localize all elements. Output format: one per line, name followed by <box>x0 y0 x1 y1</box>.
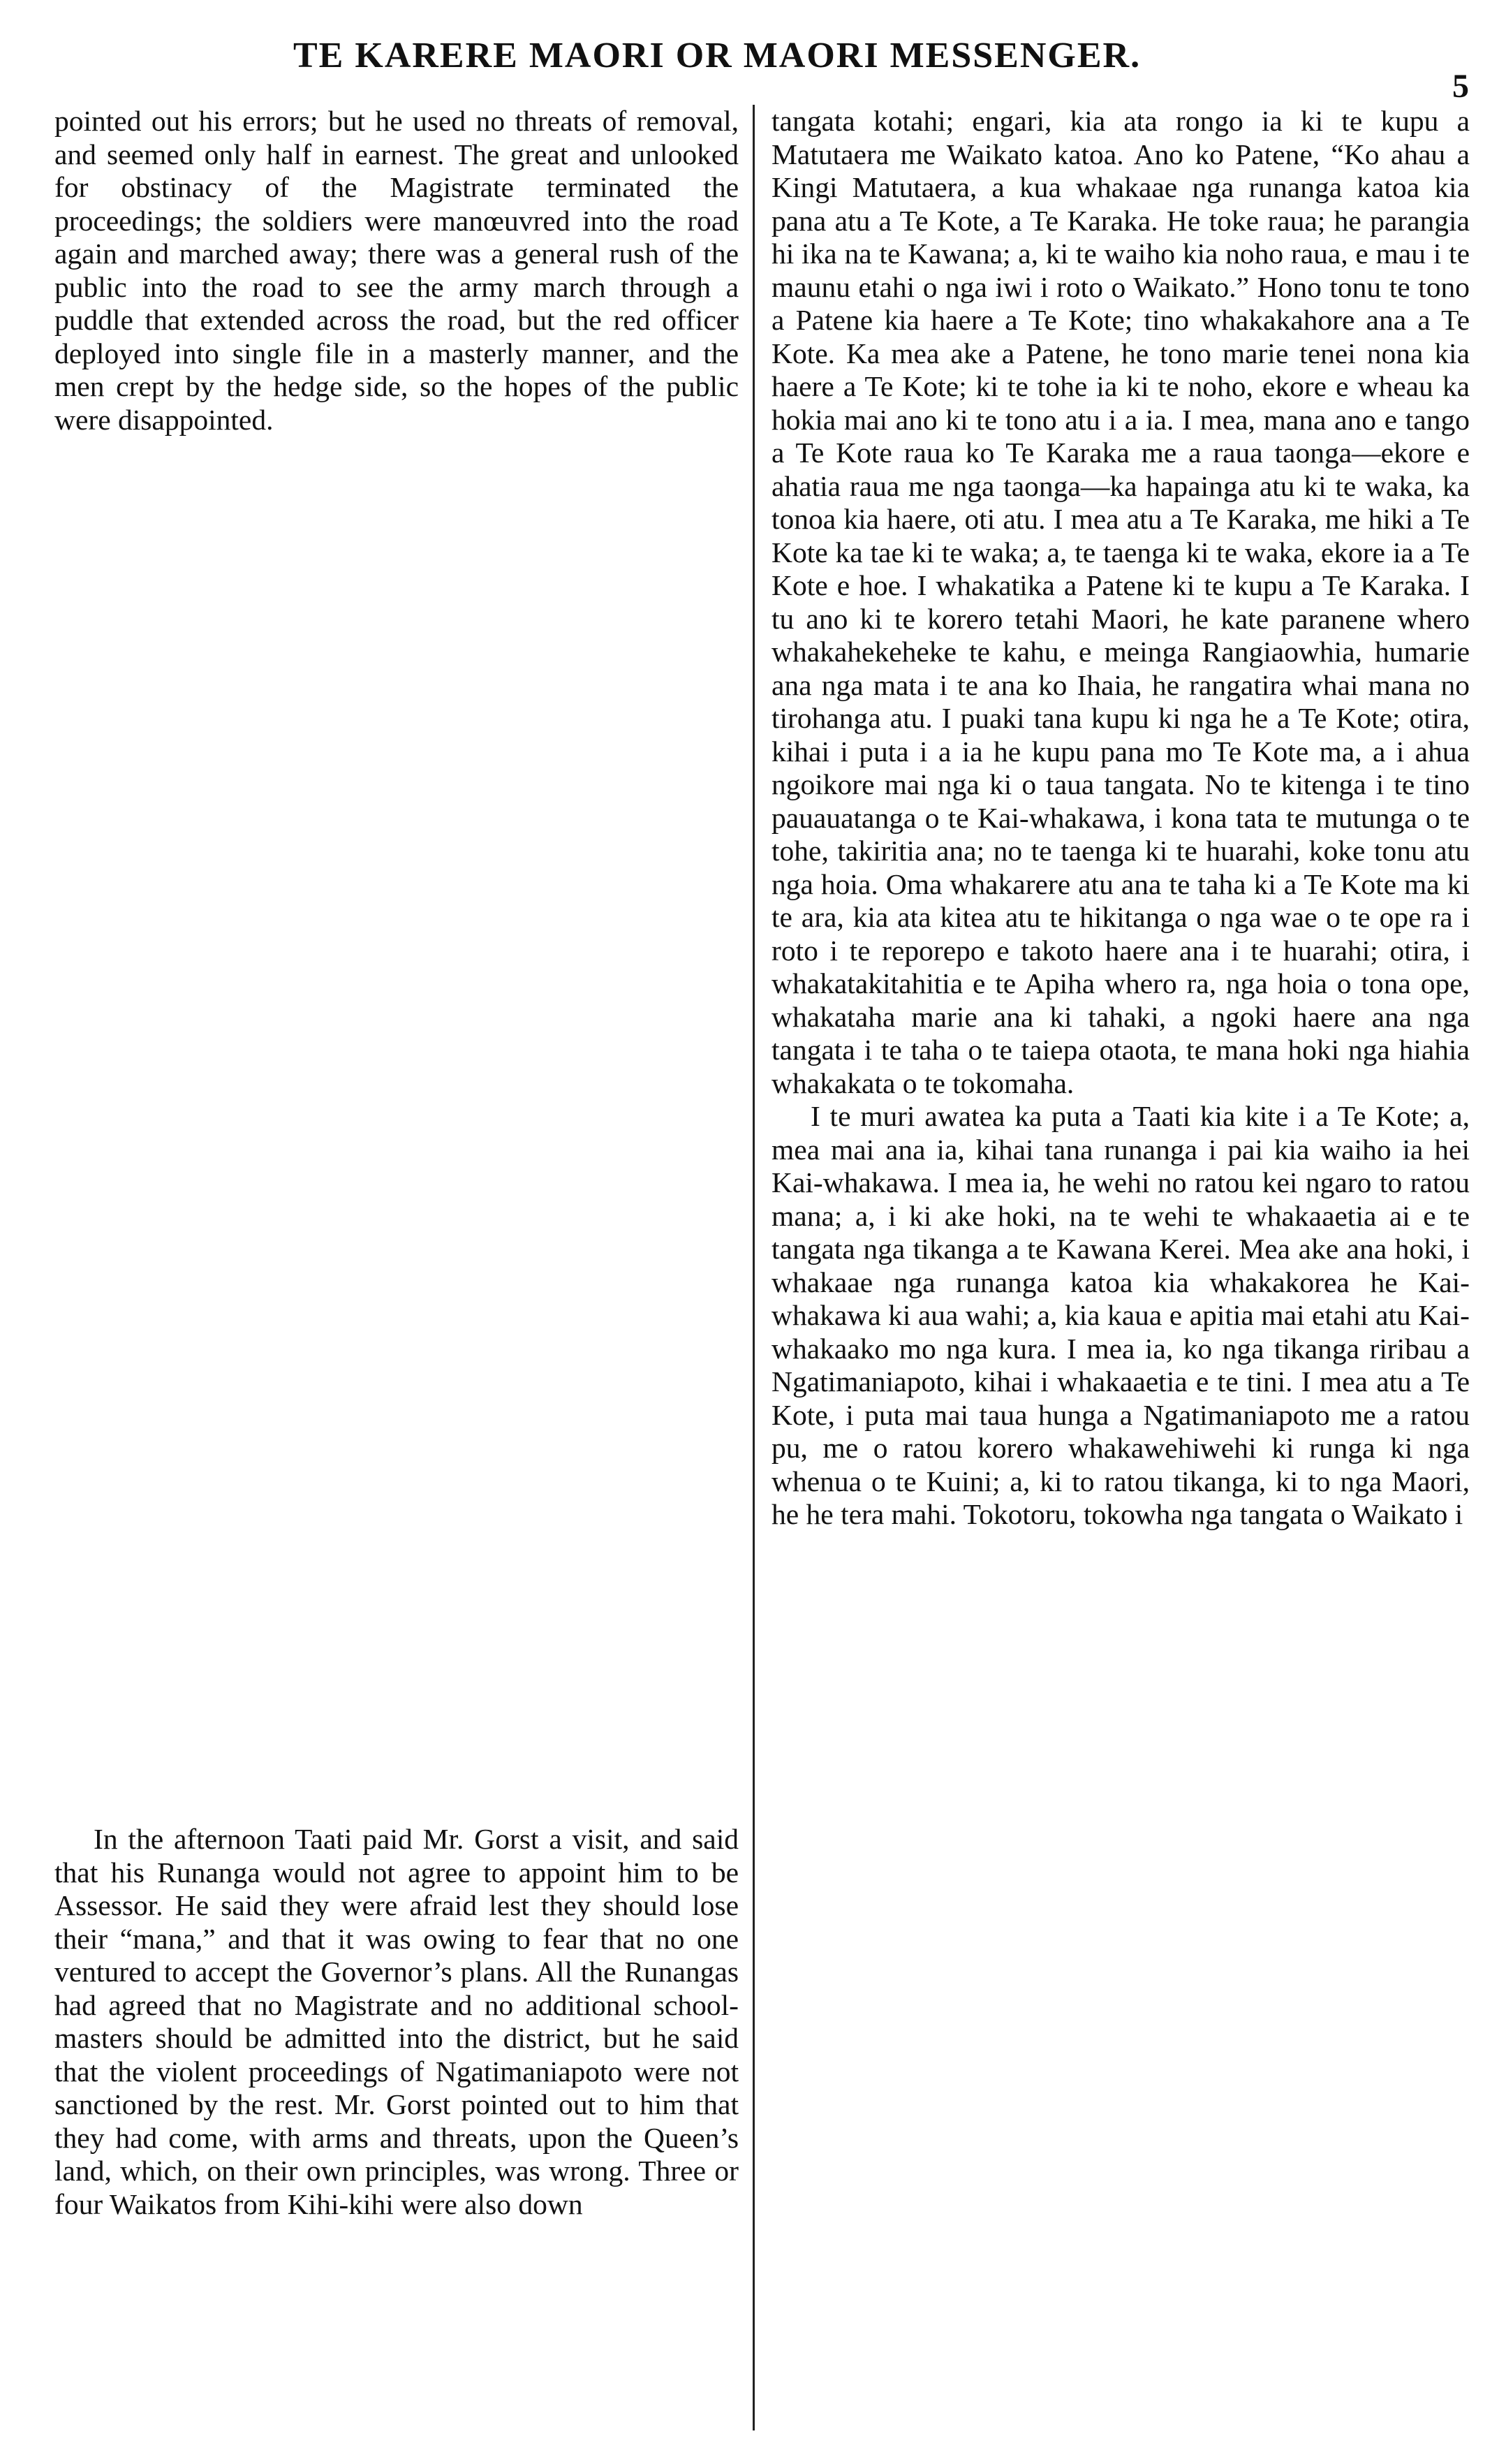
right-paragraph-2: I te muri awatea ka puta a Taati kia kite i a Te Kote; a, mea mai ana ia, kihai tana runanga i pai kia waiho ia hei Kai-whakawa. I mea ia, he wehi no ratou kei ngaro to ratou mana; a, i ki ake hoki, na te wehi te whakaaetia ai e te tangata nga tikanga a te Kawana Kerei. Mea ake ana hoki, i whakaae nga runanga katoa kia whakakorea he Kai-whakawa ki aua wahi; a, kia kaua e apitia mai etahi atu Kai-whakaako mo nga kura. I mea ia, ko nga tikanga riribau a Ngatimaniapoto, kihai i whakaaetia e te tini. I mea atu a Te Kote, i puta mai taua hunga a Ngatimaniapoto me a ratou pu, me o ratou korero whakawehiwehi ki runga ki nga whenua o te Kuini; a, ki to ratou tikanga, ki to nga Maori, he he tera mahi. Tokotoru, tokowha nga tangata o Waikato i <box>772 1100 1470 1530</box>
page-number: 5 <box>1452 68 1469 105</box>
left-paragraph-2: In the afternoon Taati paid Mr. Gorst a visit, and said that his Runanga would not agree to appoint him to be Assessor. He said they were afraid lest they should lose their “mana,” and that it was owing to fear that no one ventured to accept the Governor’s plans. All the Runangas had agreed that no Magistrate and no additional school-masters should be admitted into the district, but he said that the violent proceedings of Ngatimaniapoto were not sanctioned by the rest. Mr. Gorst pointed out to him that they had come, with arms and threats, upon the Queen’s land, which, on their own principles, was wrong. Three or four Waikatos from Kihi-kihi were also down <box>54 1823 739 2220</box>
page-title: TE KARERE MAORI OR MAORI MESSENGER. <box>293 36 1142 75</box>
right-paragraph-1: tangata kotahi; engari, kia ata rongo ia ki te kupu a Matutaera me Waikato katoa. Ano ko Patene, “Ko ahau a Kingi Matutaera, a kua whakaae nga runanga katoa kia pana atu a Te Kote, a Te Karaka. He toke raua; he parangia hi ika na te Kawana; a, ki te waiho kia noho raua, e mau i te maunu etahi o nga iwi i roto o Waikato.” Hono tonu te tono a Patene kia haere a Te Kote; tino whakakahore ana a Te Kote. Ka mea ake a Patene, he tono marie tenei nona kia haere a Te Kote; ki te tohe ia ki te noho, ekore e wheau ka hokia mai ano ki te tono atu i a ia. I mea, mana ano e tango a Te Kote raua ko Te Karaka me a raua taonga—ekore e ahatia raua me nga taonga—ka hapainga atu ki te waka, ka tonoa kia haere, oti atu. I mea atu a Te Karaka, me hiki a Te Kote ka tae ki te waka; a, te taenga ki te waka, ekore ia a Te Kote e hoe. I whakatika a Patene ki te kupu a Te Karaka. I tu ano ki te korero tetahi Maori, he kate paranene whero whakahekeheke te kahu, e meinga Rangiaowhia, humarie ana nga mata i te ana ko Ihaia, he rangatira whai mana no tirohanga atu. I puaki tana kupu ki nga he a Te Kote; otira, kihai i puta i a ia he kupu pana mo Te Kote ma, a i ahua ngoikore mai nga ki o taua tangata. No te kitenga i te tino pauauatanga o te Kai-whakawa, i kona tata te mutunga o te tohe, takiritia ana; no te taenga ki te huarahi, koke tonu atu nga hoia. Oma whakarere atu ana te taha ki a Te Kote ma ki te ara, kia ata kitea atu te hikitanga o nga wae o te ope ra i roto i te reporepo e takoto haere ana i te huarahi; otira, i whakatakitahitia e te Apiha whero ra, nga hoia o tona ope, whakataha marie ana ki tahaki, a ngoki haere ana nga tangata i te taha o te taiepa otaota, te mana hoki nga hiahia whakakata o te tokomaha. <box>772 105 1470 1099</box>
masthead <box>0 28 1506 105</box>
right-column <box>772 105 1470 2430</box>
column-divider <box>753 105 755 2430</box>
left-column <box>54 105 739 2430</box>
left-paragraph-1: pointed out his errors; but he used no threats of removal, and seemed only half in earnest. The great and unlooked for obstinacy of the Magistrate terminated the proceedings; the soldiers were manœuvred into the road again and marched away; there was a general rush of the public into the road to see the army march through a puddle that extended across the road, but the red officer deployed into single file in a masterly manner, and the men crept by the hedge side, so the hopes of the public were disappointed. <box>54 105 739 436</box>
